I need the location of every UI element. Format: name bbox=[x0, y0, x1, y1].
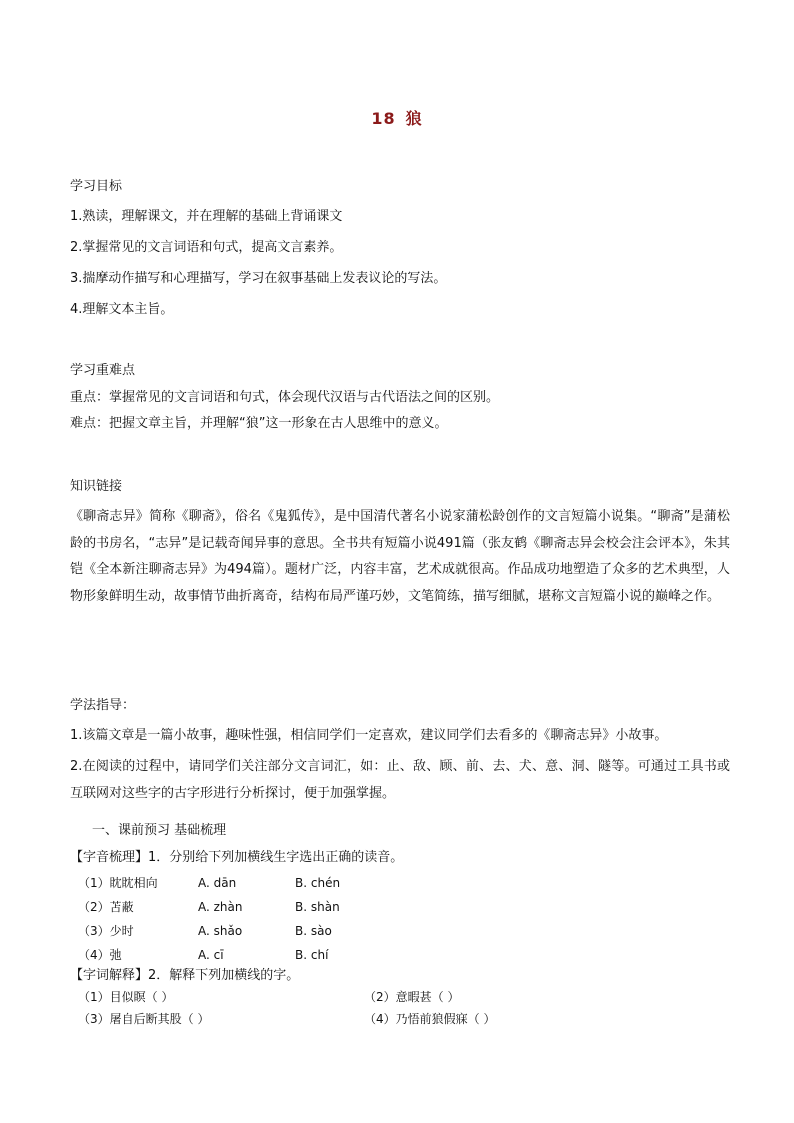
pron-item-4-option-a: A. cī bbox=[198, 948, 224, 962]
exercise-section-title: 一、课前预习 基础梳理 bbox=[92, 823, 227, 838]
pron-item-3-option-b: B. sào bbox=[295, 924, 332, 938]
knowledge-paragraph: 《聊斋志异》简称《聊斋》，俗名《鬼狐传》，是中国清代著名小说家蒲松龄创作的文言短篇小说集。“聊斋”是蒲松龄的书房名，“志异”是记载奇闻异事的意思。全书共有短篇小说491篇（张友鹤《聊斋志异会校会注会评本》，朱其铠《全本新注聊斋志异》为494篇）。题材广泛，内容丰富，艺术成就很高。作品成功地塑造了众多的艺术典型，人物形象鲜明生动，故事情节曲折离奇，结构布局严谨巧妙，文笔简练，描写细腻，堪称文言短篇小说的巅峰之作。 bbox=[70, 509, 730, 604]
pron-item-4-label: （4）弛 bbox=[78, 948, 122, 962]
meaning-heading bbox=[70, 967, 299, 985]
meaning-item-4: （4）乃悟前狼假寐（ ） bbox=[364, 1012, 496, 1026]
meaning-item-2: （2）意暇甚（ ） bbox=[364, 990, 460, 1004]
pron-item-1-option-b: B. chén bbox=[295, 876, 341, 890]
pron-item-1-label: （1）眈眈相向 bbox=[78, 876, 158, 890]
pronunciation-tag: 【字音梳理】 bbox=[70, 850, 149, 865]
meaning-tag: 【字词解释】 bbox=[70, 968, 149, 983]
lesson-title: 狼 bbox=[405, 109, 423, 128]
pron-item-2-option-a: A. zhàn bbox=[198, 900, 243, 914]
pron-item-4-option-b: B. chí bbox=[295, 948, 329, 962]
pron-item-1-option-a: A. dān bbox=[198, 876, 237, 890]
page-title bbox=[0, 106, 794, 129]
pron-item-2-option-b: B. shàn bbox=[295, 900, 340, 914]
objective-item-4: 4.理解文本主旨。 bbox=[70, 302, 174, 317]
objective-item-2: 2.掌握常见的文言词语和句式，提高文言素养。 bbox=[70, 240, 343, 255]
meaning-item-3: （3）屠自后断其股（ ） bbox=[78, 1012, 210, 1026]
method-item-2: 2.在阅读的过程中，请同学们关注部分文言词汇，如：止、敌、顾、前、去、犬、意、洞、隧等。可通过工具书或互联网对这些字的古字形进行分析探讨，便于加强掌握。 bbox=[70, 759, 730, 801]
knowledge-heading: 知识链接 bbox=[70, 479, 123, 494]
method-item-1: 1.该篇文章是一篇小故事，趣味性强，相信同学们一定喜欢，建议同学们去看多的《聊斋志异》小故事。 bbox=[70, 728, 668, 743]
lesson-number: 18 bbox=[371, 109, 396, 128]
key-point-difficulty: 难点：把握文章主旨，并理解“狼”这一形象在古人思维中的意义。 bbox=[70, 416, 448, 431]
meaning-prompt: 2．解释下列加横线的字。 bbox=[148, 968, 300, 983]
pronunciation-prompt: 1．分别给下列加横线生字选出正确的读音。 bbox=[148, 850, 404, 865]
key-points-heading: 学习重难点 bbox=[70, 363, 136, 378]
method-heading: 学法指导： bbox=[70, 698, 136, 713]
key-point-focus: 重点：掌握常见的文言词语和句式，体会现代汉语与古代语法之间的区别。 bbox=[70, 390, 500, 405]
objective-item-3: 3.揣摩动作描写和心理描写，学习在叙事基础上发表议论的写法。 bbox=[70, 271, 447, 286]
pronunciation-heading bbox=[70, 849, 403, 867]
objective-item-1: 1.熟读，理解课文，并在理解的基础上背诵课文 bbox=[70, 209, 343, 224]
meaning-item-1: （1）目似瞑（ ） bbox=[78, 990, 174, 1004]
pron-item-2-label: （2）苫蔽 bbox=[78, 900, 134, 914]
objectives-heading: 学习目标 bbox=[70, 179, 123, 194]
pron-item-3-option-a: A. shǎo bbox=[198, 924, 243, 938]
pron-item-3-label: （3）少时 bbox=[78, 924, 134, 938]
